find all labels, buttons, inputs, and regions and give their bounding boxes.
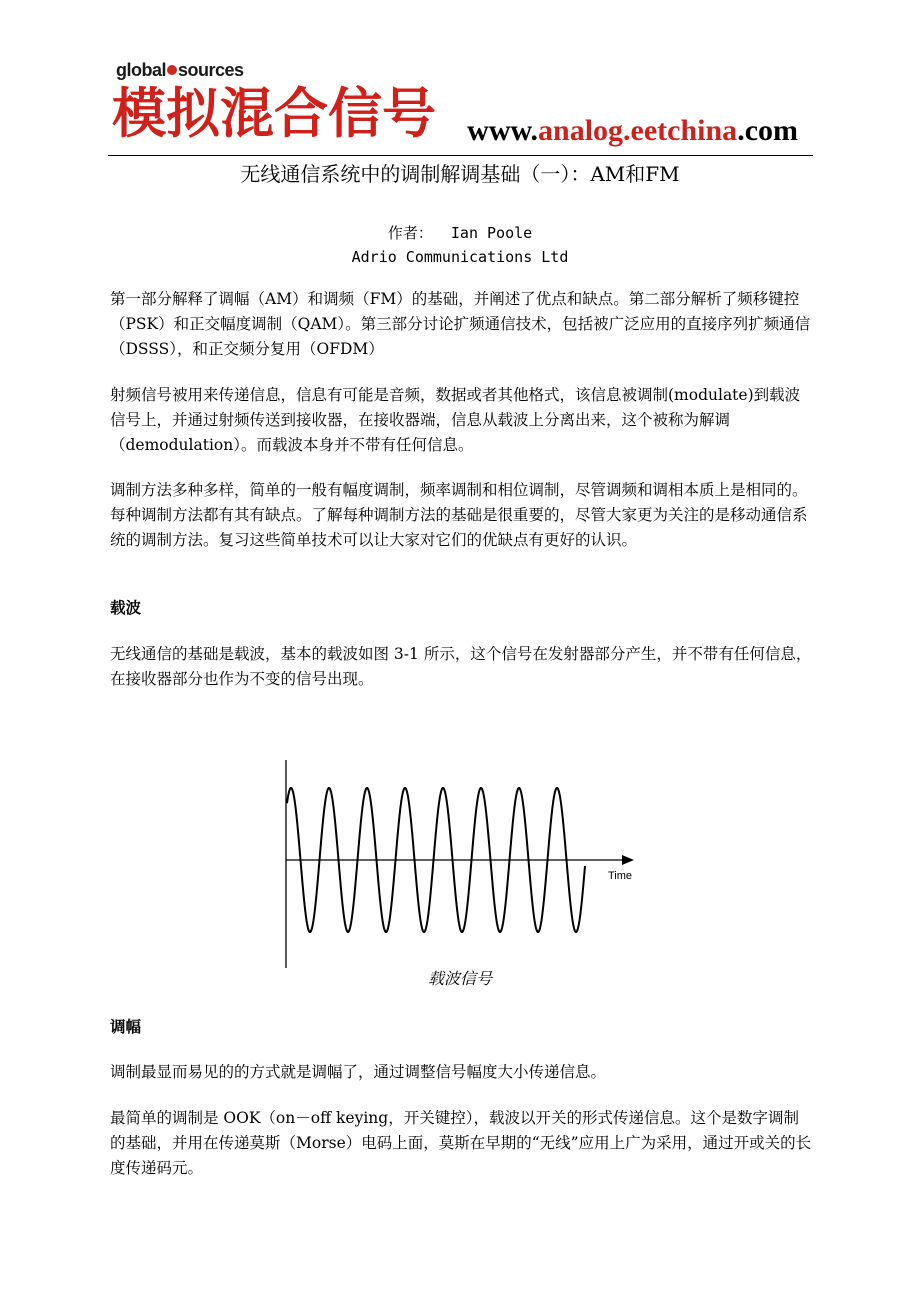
section-logo-title: 模拟混合信号	[112, 82, 436, 145]
author-line: 作者： Ian Poole	[387, 224, 533, 242]
time-axis-label: Time	[608, 870, 633, 882]
time-axis-arrow-icon	[622, 855, 634, 865]
logo-word-left: global	[116, 60, 166, 80]
url-suffix: .com	[737, 114, 798, 147]
paragraph-intro: 第一部分解释了调幅（AM）和调频（FM）的基础，并阐述了优点和缺点。第二部分解析了频移键控（PSK）和正交幅度调制（QAM）。第三部分讨论扩频通信技术，包括被广泛应用的直接序列扩频通信（DSSS），和正交频分复用（OFDM）	[110, 290, 811, 358]
url-accent: analog.eetchina	[538, 114, 738, 147]
paragraph-modulation-methods: 调制方法多种多样，简单的一般有幅度调制，频率调制和相位调制，尽管调频和调相本质上是相同的。每种调制方法都有其有缺点。了解每种调制方法的基础是很重要的，尽管大家更为关注的是移动通信系统的调制方法。复习这些简单技术可以让大家对它们的优缺点有更好的认识。	[110, 481, 808, 549]
heading-carrier: 载波	[110, 599, 142, 617]
logo-word-right: sources	[178, 60, 244, 80]
header-rule	[108, 155, 813, 156]
logo-dot-icon	[167, 65, 177, 75]
paragraph-am-intro: 调制最显而易见的的方式就是调幅了，通过调整信号幅度大小传递信息。	[110, 1063, 607, 1081]
heading-am: 调幅	[110, 1018, 142, 1036]
article-title: 无线通信系统中的调制解调基础（一）：AM和FM	[240, 162, 680, 186]
author-block	[0, 221, 920, 269]
author-company: Adrio Communications Ltd	[351, 248, 569, 266]
url-prefix: www.	[467, 114, 539, 147]
global-sources-logo	[116, 60, 244, 81]
carrier-wave-figure	[262, 752, 642, 974]
paragraph-ook: 最简单的调制是 OOK（on－off keying，开关键控），载波以开关的形式传递信息。这个是数字调制的基础，并用在传递莫斯（Morse）电码上面，莫斯在早期的“无线”应用上广为采用，通过开或关的长度传递码元。	[110, 1109, 812, 1177]
figure-caption: 载波信号	[427, 969, 492, 988]
paragraph-rf-signal: 射频信号被用来传递信息，信息有可能是音频，数据或者其他格式，该信息被调制(modulate)到载波信号上，并通过射频传送到接收器，在接收器端，信息从载波上分离出来，这个被称为解调（demodulation）。而载波本身并不带有任何信息。	[110, 386, 801, 454]
carrier-wave-plot	[262, 752, 642, 974]
paragraph-carrier: 无线通信的基础是载波，基本的载波如图 3-1 所示，这个信号在发射器部分产生，并不带有任何信息，在接收器部分也作为不变的信号出现。	[110, 645, 812, 688]
site-url[interactable]	[467, 114, 798, 148]
